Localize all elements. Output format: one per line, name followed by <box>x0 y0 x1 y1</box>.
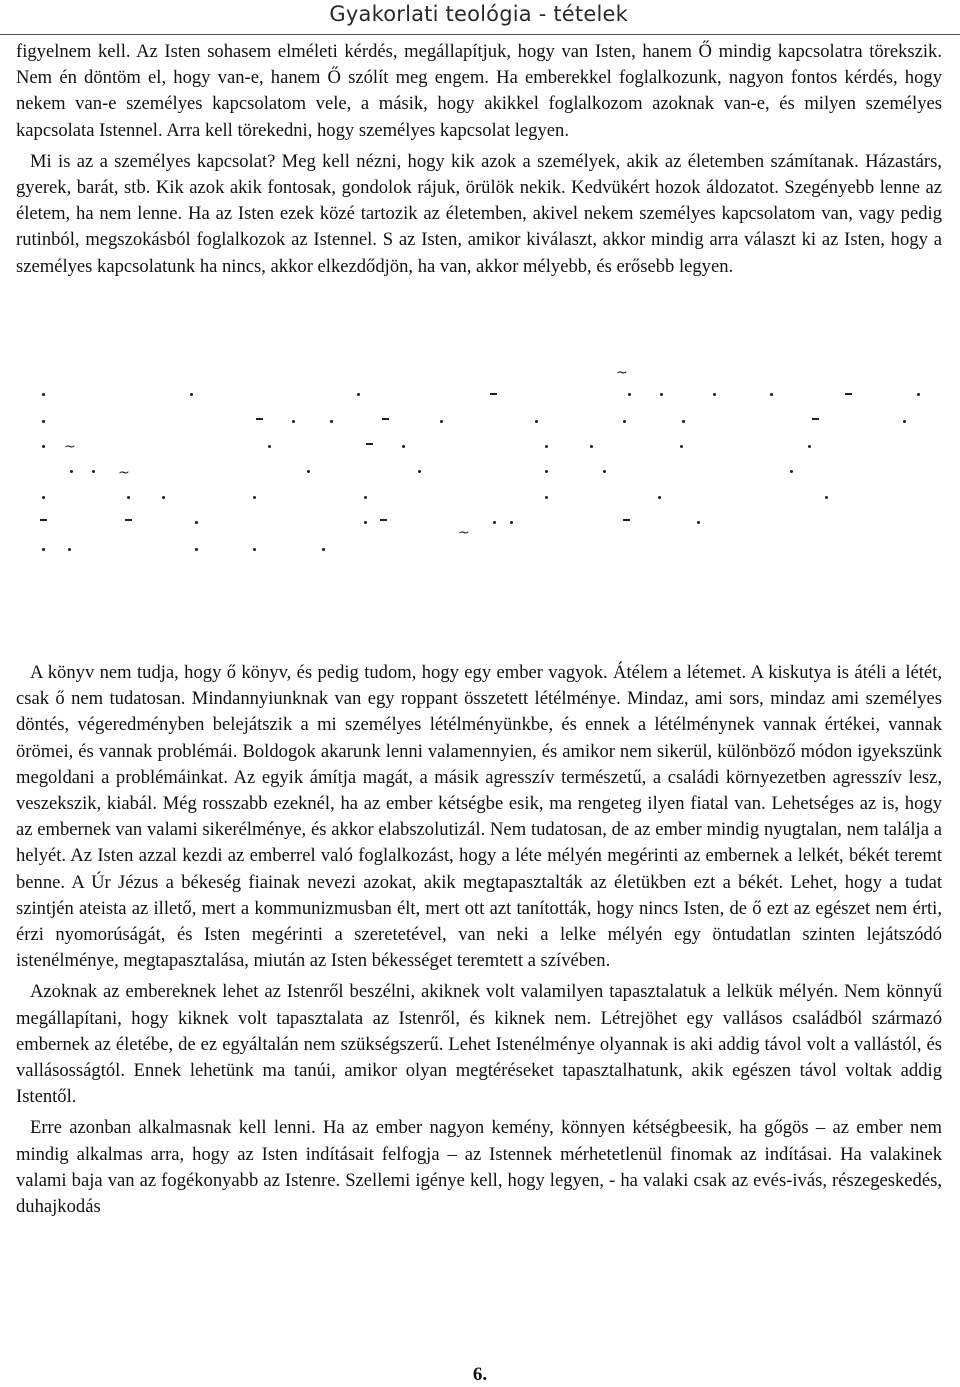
scan-tilde: ~ <box>64 439 76 455</box>
scan-dot <box>402 445 405 448</box>
scan-tilde: ~ <box>616 365 628 381</box>
scan-dot <box>770 393 773 396</box>
scan-dot <box>330 420 333 423</box>
scan-dot <box>364 496 367 499</box>
scan-dot <box>545 496 548 499</box>
scan-dash <box>125 519 132 521</box>
scan-dash <box>40 519 47 521</box>
text-block-bottom <box>16 660 942 1225</box>
scan-dot <box>623 420 626 423</box>
scan-dash <box>490 393 497 395</box>
scan-dot <box>658 496 661 499</box>
scan-dot <box>195 521 198 524</box>
scan-dot <box>440 420 443 423</box>
scan-dot <box>162 496 165 499</box>
scan-dash <box>845 393 852 395</box>
scan-dot <box>322 548 325 551</box>
scan-dot <box>628 393 631 396</box>
scan-dot <box>42 548 45 551</box>
header-title: Gyakorlati teológia - tételek <box>329 2 628 26</box>
scan-dot <box>307 470 310 473</box>
scan-dot <box>680 445 683 448</box>
scan-dot <box>42 496 45 499</box>
paragraph: Erre azonban alkalmasnak kell lenni. Ha az ember nagyon kemény, könnyen kétségbeesik, ha gőgös – az ember nem mindig alkalmas arra, hogy az Isten indításait felfogja – az Istennek mérhetetlenül finomak az indításai. Ha valakinek valami baja van az fogékonyabb az Istenre. Szellemi igénye kell, hogy legyen, - ha valaki csak az evés-ivás, részegeskedés, duhajkodás <box>16 1117 942 1218</box>
scan-tilde: ~ <box>458 525 470 541</box>
scan-dot <box>825 496 828 499</box>
scan-dot <box>917 393 920 396</box>
scan-dot <box>364 521 367 524</box>
scan-dot <box>42 393 45 396</box>
scan-dot <box>292 420 295 423</box>
page-number: 6. <box>472 1364 488 1385</box>
paragraph: A könyv nem tudja, hogy ő könyv, és pedig tudom, hogy egy ember vagyok. Átélem a létemet. A kiskutya is átéli a létét, csak ő nem tudatosan. Mindannyiunknak van egy roppant összetett létélménye. Mindaz, ami sors, mindaz ami személyes döntés, végeredményben belejátszik a mi személyes létélményünkbe, és ennek a létélménynek vannak értékei, vannak örömei, és vannak problémái. Boldogok akarunk lenni valamennyien, és amikor nem sikerül, különböző módon igyekszünk megoldani a problémáinkat. Az egyik ámítja magát, a másik agresszív természetű, a családi környezetben agresszív lesz, veszekszik, kiabál. Még rosszabb ezeknél, ha az ember kétségbe esik, ma rengeteg ilyen fiatal van. Lehetséges az is, hogy az embernek van valami sikerélménye, és akkor elabszolutizál. Nem tudatosan, de az ember mindig nyugtalan, nem találja a helyét. Az Isten azzal kezdi az emberrel való foglalkozást, hogy a léte mélyén megérinti az embernek a lelkét, békét teremt benne. A Úr Jézus a békeség fiainak nevezi azokat, akik megtapasztalták az életükben ezt a békét. Lehet, hogy a tudat szintjén ateista az illető, mert a kommunizmusban élt, mert ott azt tanították, hogy nincs Isten, de ő ezt az egészet nem érti, érzi nyomorúságát, és Isten megérinti a szeretetével, van neki a lelke mélyén egy öntudatlan szinten lejátszódó istenélménye, megtapasztalása, miután az Isten békességet teremtett a szívében. <box>16 662 942 972</box>
scan-dash <box>380 519 387 521</box>
scan-dot <box>195 548 198 551</box>
text-block-top <box>16 39 942 285</box>
scan-dot <box>682 420 685 423</box>
page-header <box>0 0 960 35</box>
scan-dot <box>790 470 793 473</box>
scan-dot <box>493 521 496 524</box>
scan-dash <box>812 418 819 420</box>
paragraph: figyelnem kell. Az Isten sohasem elméleti kérdés, megállapítjuk, hogy van Isten, hanem Ő mindig kapcsolatra törekszik. Nem én döntöm el, hogy van-e, hanem Ő szólít meg engem. Ha emberekkel foglalkozunk, nagyon fontos kérdés, hogy nekem van-e személyes kapcsolatom vele, a másik, hogy akikkel foglalkozom azoknak van-e, és milyen személyes kapcsolata Istennel. Arra kell törekedni, hogy személyes kapcsolat legyen. <box>16 41 942 141</box>
scan-dot <box>590 445 593 448</box>
scan-dot <box>713 393 716 396</box>
scan-dot <box>92 470 95 473</box>
scan-dot <box>545 470 548 473</box>
scan-dot <box>42 420 45 423</box>
scan-dot <box>535 420 538 423</box>
scan-dot <box>357 393 360 396</box>
scan-artifacts <box>0 360 960 560</box>
scan-dot <box>510 521 513 524</box>
scan-dot <box>42 445 45 448</box>
scan-dot <box>268 445 271 448</box>
paragraph: Azoknak az embereknek lehet az Istenről beszélni, akiknek volt valamilyen tapasztalatuk a lelkük mélyén. Nem könnyű megállapítani, hogy kiknek volt tapasztalata az Istenről, és kiknek nem. Létrejöhet egy vallásos családból származó embernek az életébe, de ez egyáltalán nem szükségszerű. Lehet Istenélménye olyannak is aki addig távol volt a vallástól, és vallásosságtól. Ennek lehetünk ma tanúi, amikor olyan megtéréseket tapasztalhatunk, akik egészen távol voltak addig Istentől. <box>16 981 942 1108</box>
scan-dot <box>903 420 906 423</box>
scan-dot <box>545 445 548 448</box>
scan-dash <box>366 443 373 445</box>
paragraph: Mi is az a személyes kapcsolat? Meg kell nézni, hogy kik azok a személyek, akik az életemben számítanak. Házastárs, gyerek, barát, stb. Kik azok akik fontosak, gondolok rájuk, örülök nekik. Kedvükért hozok áldozatot. Szegényebb lenne az életem, ha nem lenne. Ha az Isten ezek közé tartozik az életemben, akivel nekem személyes kapcsolatom van, vagy pedig rutinból, megszokásból foglalkozok az Istennel. S az Isten, amikor kiválaszt, akkor mindig arra választ ki az Isten, hogy a személyes kapcsolatunk ha nincs, akkor elkezdődjön, ha van, akkor mélyebb, és erősebb legyen. <box>16 150 942 277</box>
scan-dot <box>253 496 256 499</box>
scan-dot <box>697 521 700 524</box>
scan-dot <box>70 470 73 473</box>
scan-dash <box>623 519 630 521</box>
scan-dot <box>253 548 256 551</box>
scan-dot <box>190 393 193 396</box>
scan-dot <box>660 393 663 396</box>
scan-dash <box>256 418 263 420</box>
scan-dot <box>808 445 811 448</box>
scan-dot <box>127 496 130 499</box>
scan-tilde: ~ <box>118 465 130 481</box>
scan-dot <box>418 470 421 473</box>
scan-dot <box>68 548 71 551</box>
scan-dash <box>382 418 389 420</box>
scan-dot <box>603 470 606 473</box>
